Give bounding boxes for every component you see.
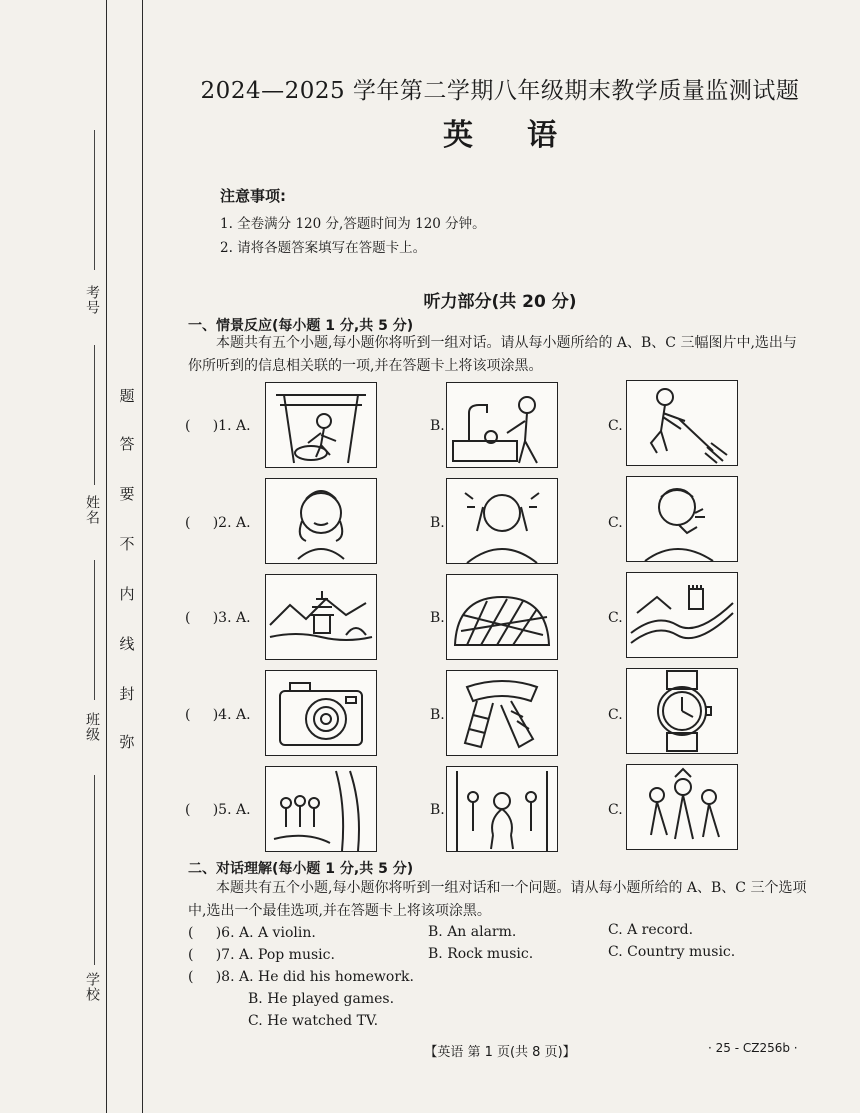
q3-option-c-picture	[626, 572, 738, 658]
watch-icon	[627, 669, 737, 753]
option-letter-b: B.	[430, 610, 445, 626]
option-letter-b: B.	[430, 515, 445, 531]
subject-title: 英语	[443, 118, 611, 153]
part2-instruction: 本题共有五个小题,每小题你将听到一组对话和一个问题。请从每小题所给的 A、B、C 三个选项中,选出一个最佳选项,并在答题卡上将该项涂黑。	[188, 880, 807, 919]
question-2-label: ( )2. A.	[185, 515, 251, 531]
notice-item: 1. 全卷满分 120 分,答题时间为 120 分钟。	[220, 216, 486, 232]
q3-option-a-picture	[265, 574, 377, 660]
option-letter-c: C.	[608, 610, 623, 626]
option-letter-c: C.	[608, 802, 623, 818]
seal-char: 题	[119, 387, 135, 405]
q1-option-c-picture	[626, 380, 738, 466]
headache-icon	[447, 479, 557, 563]
seal-char: 不	[119, 535, 135, 553]
q5-option-a-picture	[265, 766, 377, 852]
field-line	[94, 775, 95, 965]
seal-char: 封	[119, 685, 135, 703]
q2-option-a-picture	[265, 478, 377, 564]
question-6-option-a: ( )6. A. A violin.	[188, 925, 316, 941]
girl-washing-dishes-icon	[447, 383, 557, 467]
field-line	[94, 130, 95, 270]
q1-option-b-picture	[446, 382, 558, 468]
seal-char: 弥	[119, 733, 135, 751]
birds-nest-stadium-icon	[447, 575, 557, 659]
option-letter-c: C.	[608, 515, 623, 531]
page-footer: 【英语 第 1 页(共 8 页)】	[424, 1045, 576, 1060]
girl-sweeping-icon	[627, 381, 737, 465]
crowd-scene-icon	[447, 767, 557, 851]
journey-scene-icon	[266, 767, 376, 851]
margin-line-inner	[142, 0, 143, 1113]
toothache-icon	[266, 479, 376, 563]
question-7-option-a: ( )7. A. Pop music.	[188, 947, 335, 963]
sore-throat-icon	[627, 477, 737, 561]
school-label: 学校	[84, 972, 100, 1002]
q2-option-b-picture	[446, 478, 558, 564]
class-label: 班级	[84, 712, 100, 742]
q3-option-b-picture	[446, 574, 558, 660]
question-7-option-b: B. Rock music.	[428, 946, 534, 962]
part2-heading: 二、对话理解(每小题 1 分,共 5 分)	[188, 861, 414, 877]
seal-char: 内	[119, 585, 135, 603]
exam-title: 2024—2025 学年第二学期八年级期末教学质量监测试题	[200, 78, 800, 104]
name-label: 姓名	[84, 495, 100, 525]
question-3-label: ( )3. A.	[185, 610, 251, 626]
question-5-label: ( )5. A.	[185, 802, 251, 818]
question-8-option-c: C. He watched TV.	[248, 1013, 379, 1029]
q1-option-a-picture	[265, 382, 377, 468]
option-letter-c: C.	[608, 707, 623, 723]
part1-instruction: 本题共有五个小题,每小题你将听到一组对话。请从每小题所给的 A、B、C 三幅图片中,选出与你所听到的信息相关联的一项,并在答题卡上将该项涂黑。	[188, 335, 797, 374]
exam-number-label: 考号	[84, 285, 100, 315]
margin-line-outer	[106, 0, 107, 1113]
q5-option-c-picture	[626, 764, 738, 850]
q5-option-b-picture	[446, 766, 558, 852]
notice-item: 2. 请将各题答案填写在答题卡上。	[220, 240, 427, 256]
q4-option-b-picture	[446, 670, 558, 756]
option-letter-c: C.	[608, 418, 623, 434]
part1-heading: 一、情景反应(每小题 1 分,共 5 分)	[188, 318, 414, 334]
great-wall-icon	[627, 573, 737, 657]
seal-char: 要	[119, 485, 135, 503]
option-letter-b: B.	[430, 707, 445, 723]
option-letter-b: B.	[430, 418, 445, 434]
question-8-option-b: B. He played games.	[248, 991, 395, 1007]
question-6-option-c: C. A record.	[608, 922, 694, 938]
pagoda-landscape-icon	[266, 575, 376, 659]
seal-char: 答	[119, 435, 135, 453]
field-line	[94, 345, 95, 485]
opera-characters-icon	[627, 765, 737, 849]
question-8-option-a: ( )8. A. He did his homework.	[188, 969, 414, 985]
question-6-option-b: B. An alarm.	[428, 924, 517, 940]
notice-heading: 注意事项:	[220, 187, 286, 205]
scarf-icon	[447, 671, 557, 755]
question-7-option-c: C. Country music.	[608, 944, 736, 960]
q4-option-a-picture	[265, 670, 377, 756]
q2-option-c-picture	[626, 476, 738, 562]
field-line	[94, 560, 95, 700]
seal-char: 线	[119, 635, 135, 653]
option-letter-b: B.	[430, 802, 445, 818]
listening-section-title: 听力部分(共 20 分)	[423, 292, 577, 312]
q4-option-c-picture	[626, 668, 738, 754]
question-4-label: ( )4. A.	[185, 707, 251, 723]
camera-icon	[266, 671, 376, 755]
question-1-label: ( )1. A.	[185, 418, 251, 434]
girl-washing-clothes-icon	[266, 383, 376, 467]
paper-code: · 25 - CZ256b ·	[708, 1041, 798, 1055]
